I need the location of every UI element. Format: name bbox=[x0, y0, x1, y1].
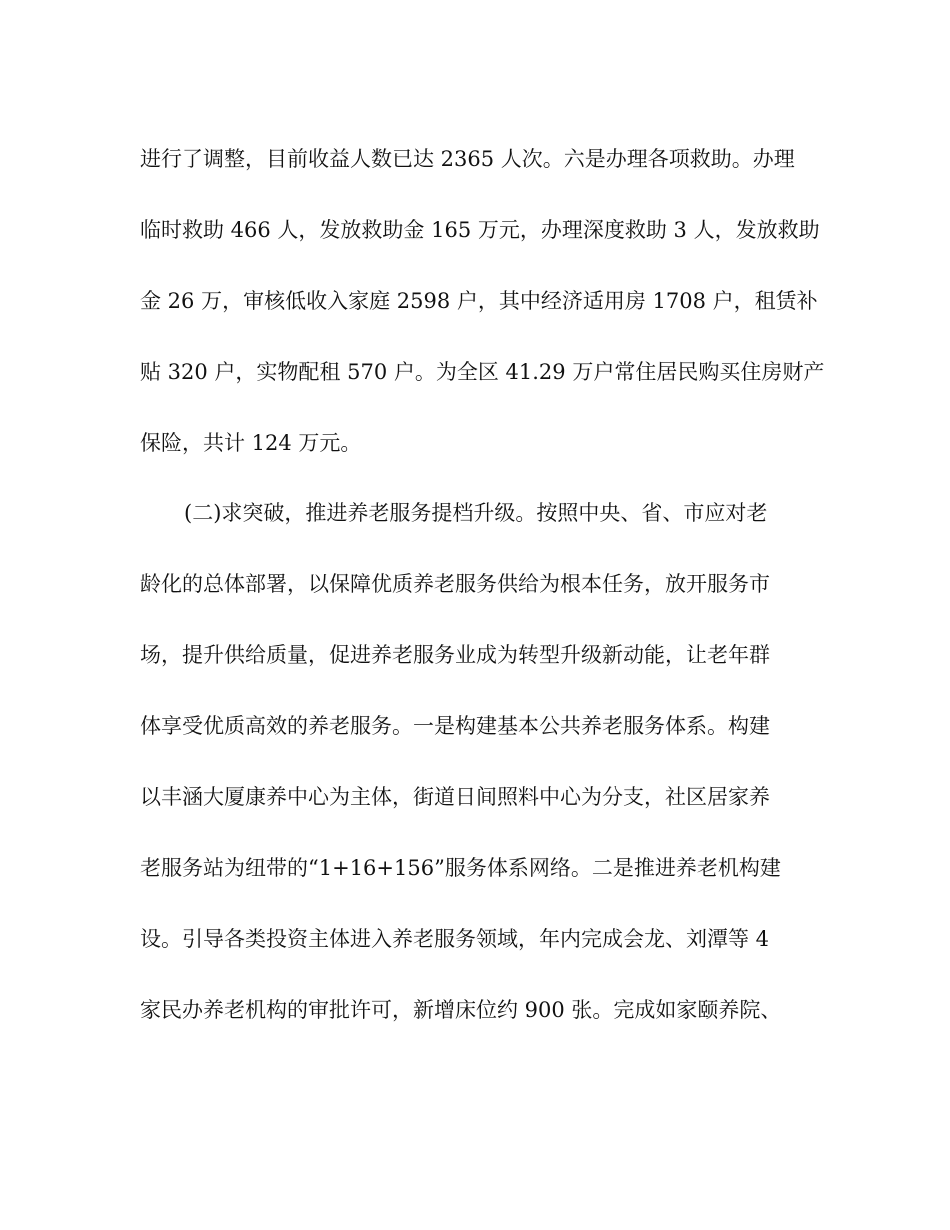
paragraph-line: 场，提升供给质量，促进养老服务业成为转型升级新动能，让老年群 bbox=[140, 643, 770, 668]
body-text bbox=[140, 138, 825, 1060]
paragraph-line: 以丰涵大厦康养中心为主体，街道日间照料中心为分支，社区居家养 bbox=[140, 785, 770, 810]
paragraph-line: 贴 320 户，实物配租 570 户。为全区 41.29 万户常住居民购买住房财产 bbox=[140, 359, 825, 384]
section-heading-line: (二)求突破，推进养老服务提档升级。按照中央、省、市应对老 bbox=[184, 501, 768, 526]
paragraph-line: 进行了调整，目前收益人数已达 2365 人次。六是办理各项救助。办理 bbox=[140, 147, 795, 171]
paragraph-line: 龄化的总体部署，以保障优质养老服务供给为根本任务，放开服务市 bbox=[140, 572, 770, 597]
paragraph-line: 设。引导各类投资主体进入养老服务领域，年内完成会龙、刘潭等 4 bbox=[140, 926, 770, 951]
paragraph-line: 保险，共计 124 万元。 bbox=[140, 430, 362, 455]
paragraph-line: 金 26 万，审核低收入家庭 2598 户，其中经济适用房 1708 户，租赁补 bbox=[140, 288, 818, 313]
paragraph-line: 体享受优质高效的养老服务。一是构建基本公共养老服务体系。构建 bbox=[140, 714, 770, 739]
paragraph-line: 家民办养老机构的审批许可，新增床位约 900 张。完成如家颐养院、 bbox=[140, 997, 782, 1022]
paragraph-line: 老服务站为纽带的“1+16+156”服务体系网络。二是推进养老机构建 bbox=[140, 855, 781, 880]
paragraph-line: 临时救助 466 人，发放救助金 165 万元，办理深度救助 3 人，发放救助 bbox=[140, 217, 820, 242]
